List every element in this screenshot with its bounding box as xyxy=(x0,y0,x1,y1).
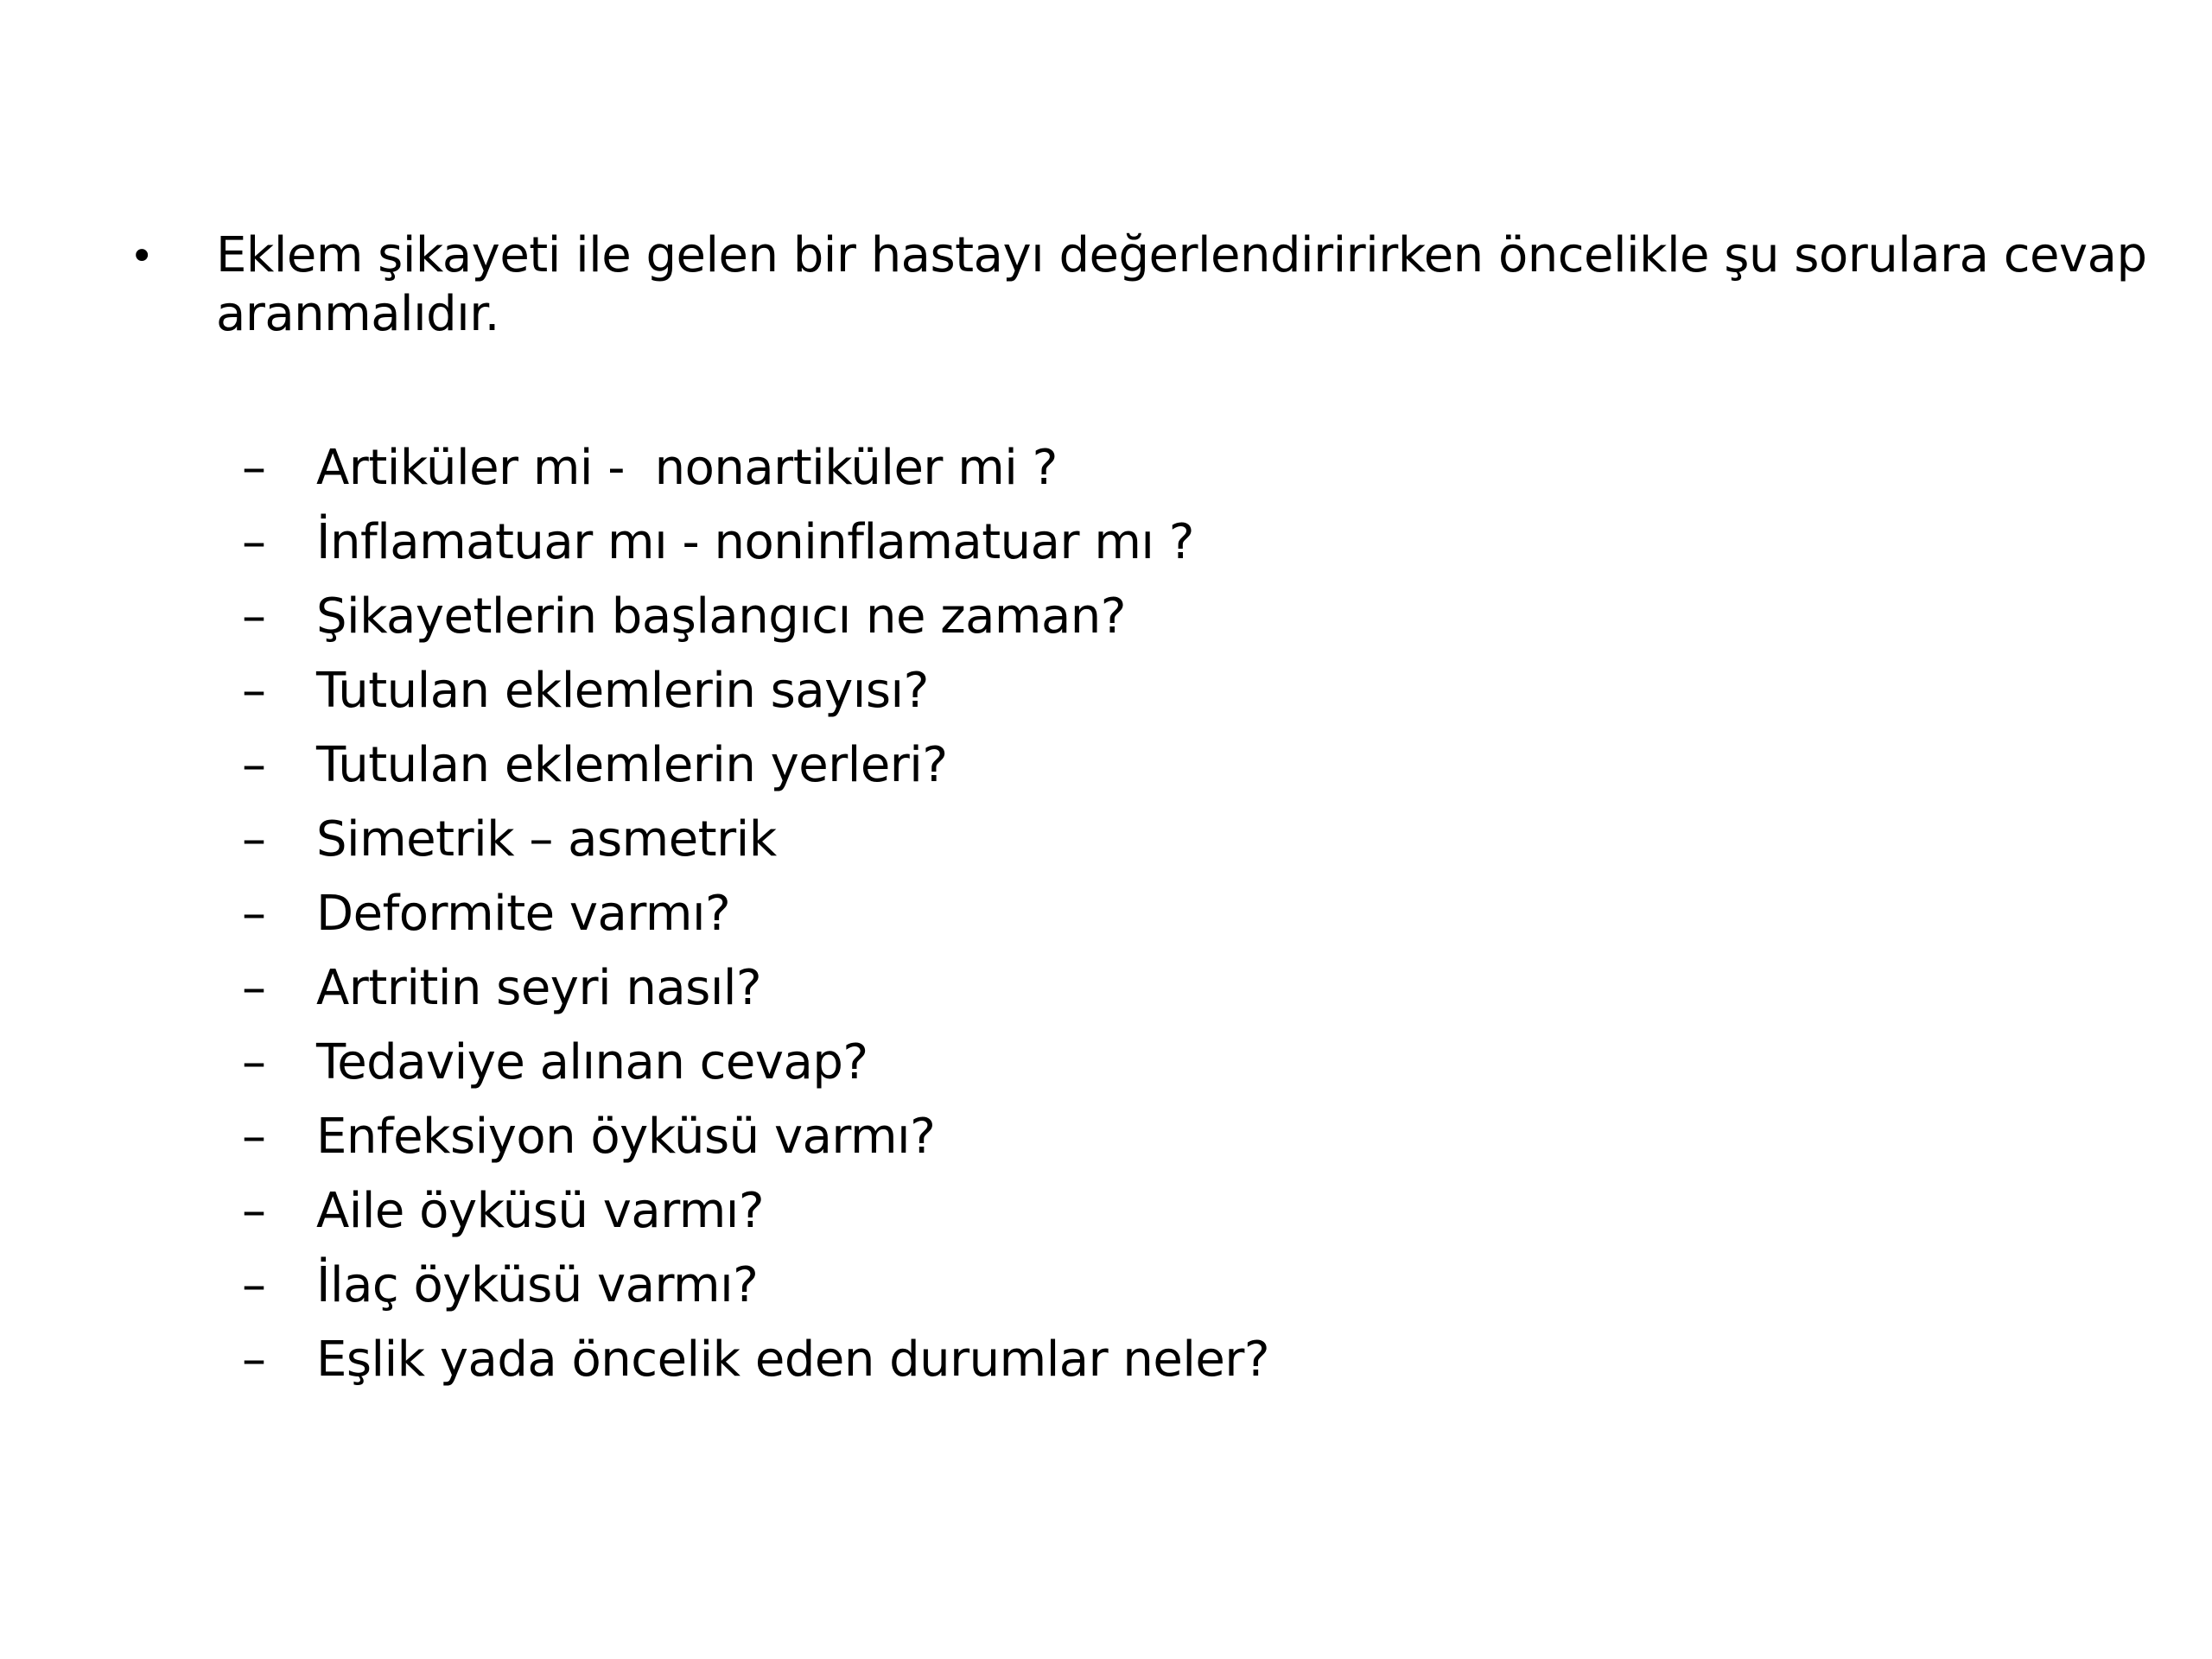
list-item-text: Artritin seyri nasıl? xyxy=(316,960,762,1016)
list-item-text: Artiküler mi - nonartiküler mi ? xyxy=(316,440,1058,496)
dash-marker: – xyxy=(242,588,266,645)
dash-marker: – xyxy=(242,886,266,942)
main-bullet-text: Eklem şikayeti ile gelen bir hastayı değerlendiririrken öncelikle şu sorulara cevap aranmalıdır. xyxy=(216,227,2147,342)
dash-marker: – xyxy=(242,1183,266,1239)
list-item-text: Şikayetlerin başlangıcı ne zaman? xyxy=(316,588,1127,645)
list-item-text: Tutulan eklemlerin sayısı? xyxy=(316,663,929,719)
dash-marker: – xyxy=(242,1332,266,1388)
list-item-text: Enfeksiyon öyküsü varmı? xyxy=(316,1109,936,1165)
list-item-text: Deformite varmı? xyxy=(316,886,731,942)
dash-marker: – xyxy=(242,514,266,570)
dash-marker: – xyxy=(242,1034,266,1090)
list-item-text: Tedaviye alınan cevap? xyxy=(316,1034,868,1090)
list-item-text: Aile öyküsü varmı? xyxy=(316,1183,765,1239)
dash-marker: – xyxy=(242,663,266,719)
list-item-text: Simetrik – asmetrik xyxy=(316,811,777,868)
list-item-text: İlaç öyküsü varmı? xyxy=(316,1257,759,1313)
dash-marker: – xyxy=(242,440,266,496)
dash-marker: – xyxy=(242,737,266,793)
list-item-text: İnflamatuar mı - noninflamatuar mı ? xyxy=(316,514,1194,570)
dash-marker: – xyxy=(242,811,266,868)
bullet-marker: • xyxy=(130,232,155,281)
list-item-text: Eşlik yada öncelik eden durumlar neler? xyxy=(316,1332,1270,1388)
dash-marker: – xyxy=(242,1109,266,1165)
dash-marker: – xyxy=(242,960,266,1016)
dash-marker: – xyxy=(242,1257,266,1313)
list-item-text: Tutulan eklemlerin yerleri? xyxy=(316,737,948,793)
